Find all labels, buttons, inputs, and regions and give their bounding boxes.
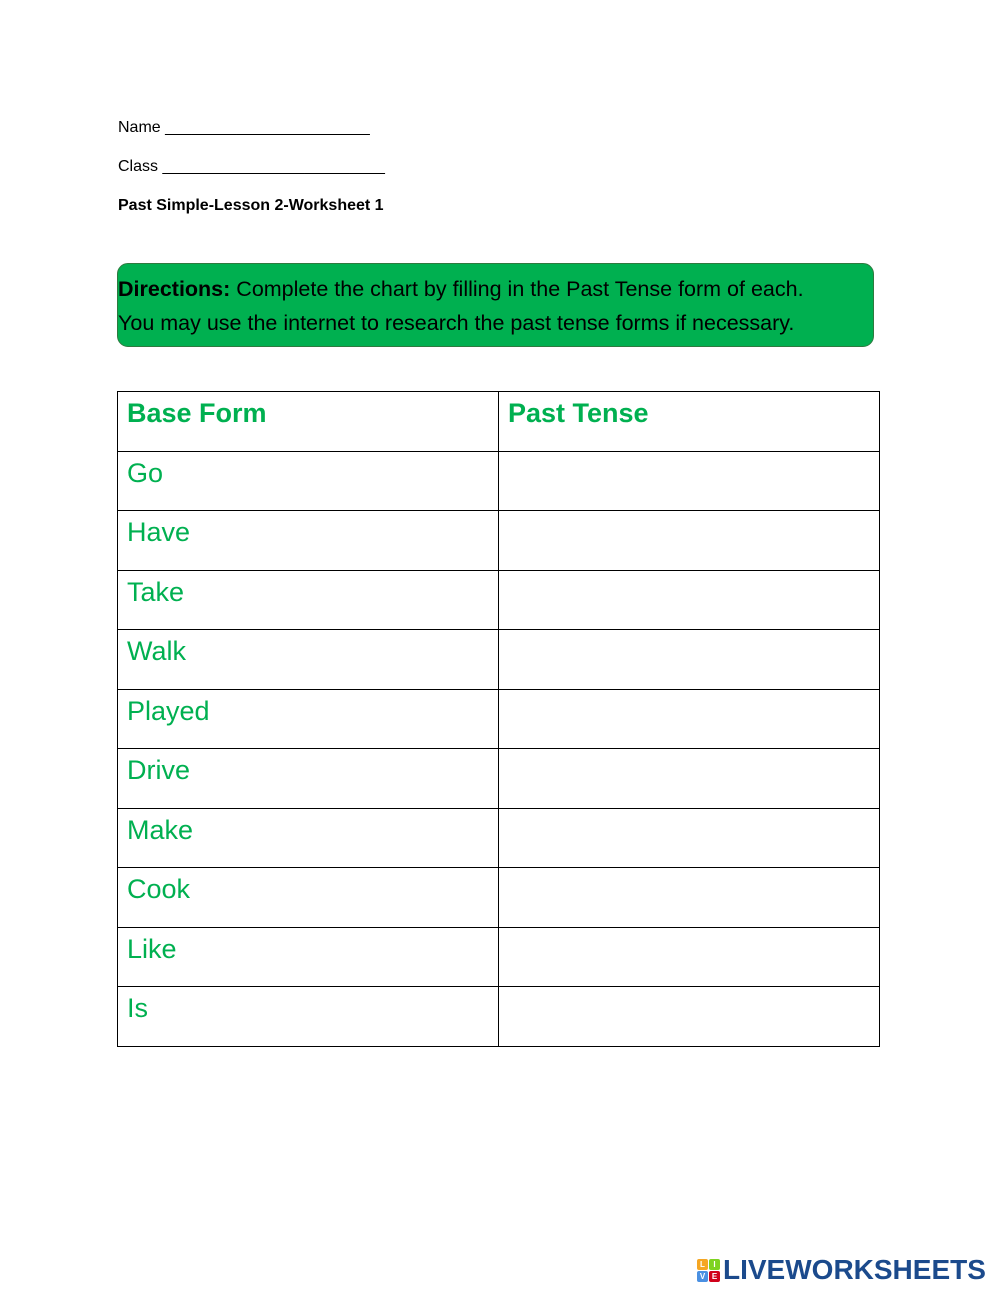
table-row [118,689,880,749]
logo-tile-l: L [697,1259,708,1270]
past-tense-answer-cell[interactable] [499,927,880,987]
table-row [118,630,880,690]
past-tense-answer-cell[interactable] [499,868,880,928]
base-form-cell: Played [118,689,499,749]
past-tense-answer-cell[interactable] [499,570,880,630]
base-form-cell: Cook [118,868,499,928]
base-form-cell: Make [118,808,499,868]
base-form-cell: Have [118,511,499,571]
liveworksheets-logo-icon [697,1259,720,1282]
past-tense-answer-cell[interactable] [499,749,880,809]
base-form-header: Base Form [118,392,499,452]
table-row [118,511,880,571]
table-row [118,987,880,1047]
base-form-cell: Drive [118,749,499,809]
verb-chart-table [117,391,880,1047]
table-row [118,749,880,809]
past-tense-answer-cell[interactable] [499,451,880,511]
past-tense-answer-cell[interactable] [499,511,880,571]
table-row [118,868,880,928]
base-form-cell: Like [118,927,499,987]
class-field-line[interactable]: Class _________________________ [118,158,385,175]
worksheet-title: Past Simple-Lesson 2-Worksheet 1 [118,197,384,214]
logo-tile-i: I [709,1259,720,1270]
past-tense-header: Past Tense [499,392,880,452]
table-row [118,927,880,987]
table-row [118,808,880,868]
base-form-cell: Go [118,451,499,511]
directions-line-1 [118,272,873,306]
logo-tile-v: V [697,1271,708,1282]
base-form-cell: Take [118,570,499,630]
liveworksheets-logo [697,1255,986,1285]
directions-label: Directions: [118,277,231,301]
past-tense-answer-cell[interactable] [499,689,880,749]
directions-box [117,263,874,347]
past-tense-answer-cell[interactable] [499,630,880,690]
table-header-row [118,392,880,452]
base-form-cell: Is [118,987,499,1047]
table-row [118,451,880,511]
past-tense-answer-cell[interactable] [499,987,880,1047]
past-tense-answer-cell[interactable] [499,808,880,868]
liveworksheets-logo-text: LIVEWORKSHEETS [723,1254,986,1285]
name-field-line[interactable]: Name _______________________ [118,119,370,136]
logo-tile-e: E [709,1271,720,1282]
directions-line-2: You may use the internet to research the past tense forms if necessary. [118,311,795,335]
table-row [118,570,880,630]
base-form-cell: Walk [118,630,499,690]
directions-text-1: Complete the chart by filling in the Past Tense form of each. [230,277,804,301]
